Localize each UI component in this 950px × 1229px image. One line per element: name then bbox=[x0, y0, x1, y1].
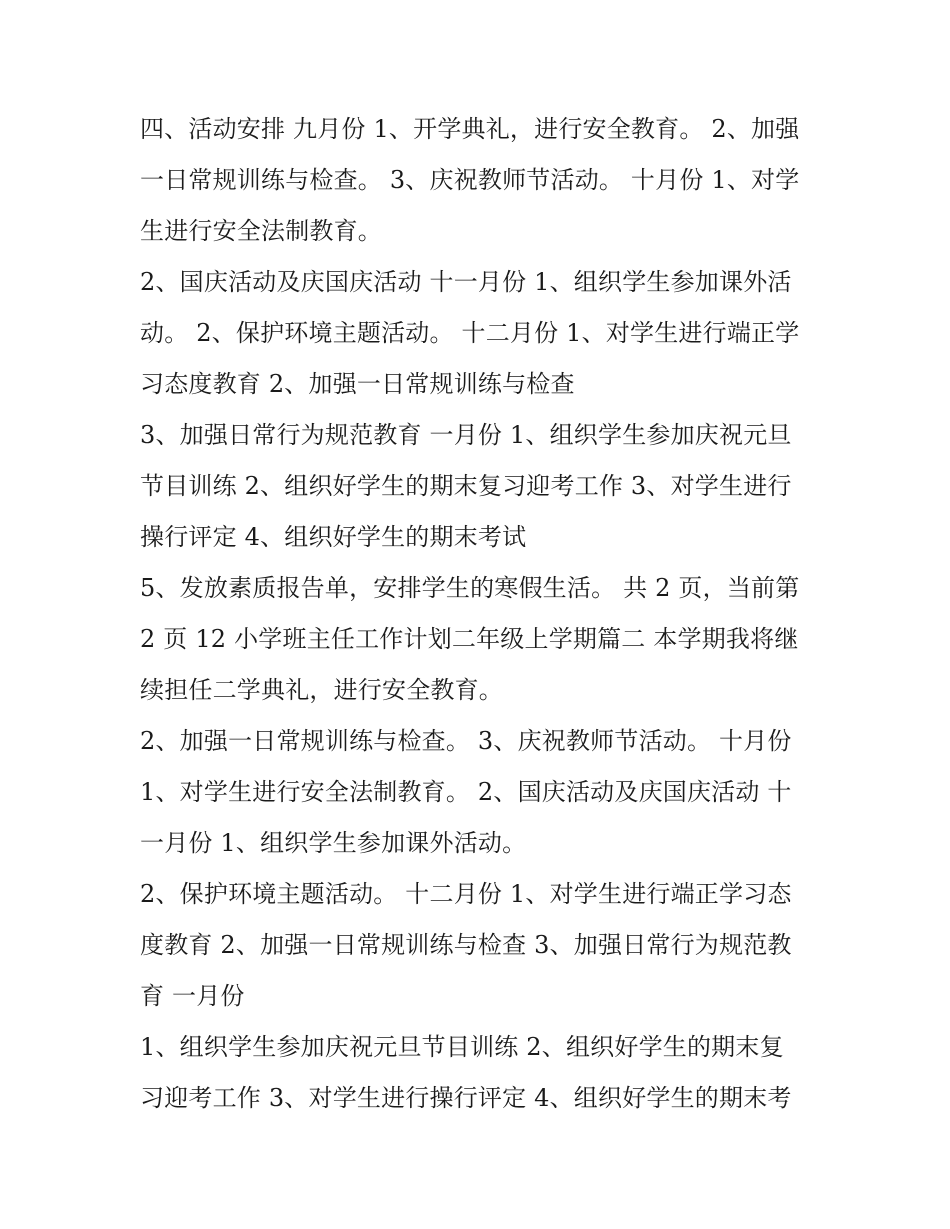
paragraph-4 bbox=[140, 563, 812, 716]
text-line: 育 一月份 bbox=[140, 982, 245, 1010]
text-line: 5、发放素质报告单，安排学生的寒假生活。 共 2 页，当前第 bbox=[140, 574, 800, 602]
paragraph-7 bbox=[140, 1022, 812, 1124]
text-line: 2 页 12 小学班主任工作计划二年级上学期篇二 本学期我将继 bbox=[140, 625, 799, 653]
text-line: 生进行安全法制教育。 bbox=[140, 217, 382, 245]
text-line: 2、保护环境主题活动。 十二月份 1、对学生进行端正学习态 bbox=[140, 880, 792, 908]
text-line: 动。 2、保护环境主题活动。 十二月份 1、对学生进行端正学 bbox=[140, 319, 800, 347]
paragraph-2 bbox=[140, 257, 812, 410]
text-line: 节目训练 2、组织好学生的期末复习迎考工作 3、对学生进行 bbox=[140, 472, 792, 500]
text-line: 3、加强日常行为规范教育 一月份 1、组织学生参加庆祝元旦 bbox=[140, 421, 792, 449]
paragraph-1 bbox=[140, 104, 812, 257]
text-line: 一月份 1、组织学生参加课外活动。 bbox=[140, 829, 527, 857]
paragraph-6 bbox=[140, 869, 812, 1022]
text-line: 2、国庆活动及庆国庆活动 十一月份 1、组织学生参加课外活 bbox=[140, 268, 792, 296]
text-line: 操行评定 4、组织好学生的期末考试 bbox=[140, 523, 527, 551]
text-line: 习态度教育 2、加强一日常规训练与检查 bbox=[140, 370, 575, 398]
text-line: 续担任二学典礼，进行安全教育。 bbox=[140, 676, 503, 704]
paragraph-5 bbox=[140, 716, 812, 869]
text-line: 1、组织学生参加庆祝元旦节目训练 2、组织好学生的期末复 bbox=[140, 1033, 784, 1061]
paragraph-3 bbox=[140, 410, 812, 563]
text-line: 1、对学生进行安全法制教育。 2、国庆活动及庆国庆活动 十 bbox=[140, 778, 792, 806]
text-line: 度教育 2、加强一日常规训练与检查 3、加强日常行为规范教 bbox=[140, 931, 792, 959]
document-body bbox=[140, 104, 812, 1124]
text-line: 一日常规训练与检查。 3、庆祝教师节活动。 十月份 1、对学 bbox=[140, 166, 800, 194]
text-line: 四、活动安排 九月份 1、开学典礼，进行安全教育。 2、加强 bbox=[140, 115, 800, 143]
text-line: 习迎考工作 3、对学生进行操行评定 4、组织好学生的期末考 bbox=[140, 1084, 792, 1112]
text-line: 2、加强一日常规训练与检查。 3、庆祝教师节活动。 十月份 bbox=[140, 727, 792, 755]
